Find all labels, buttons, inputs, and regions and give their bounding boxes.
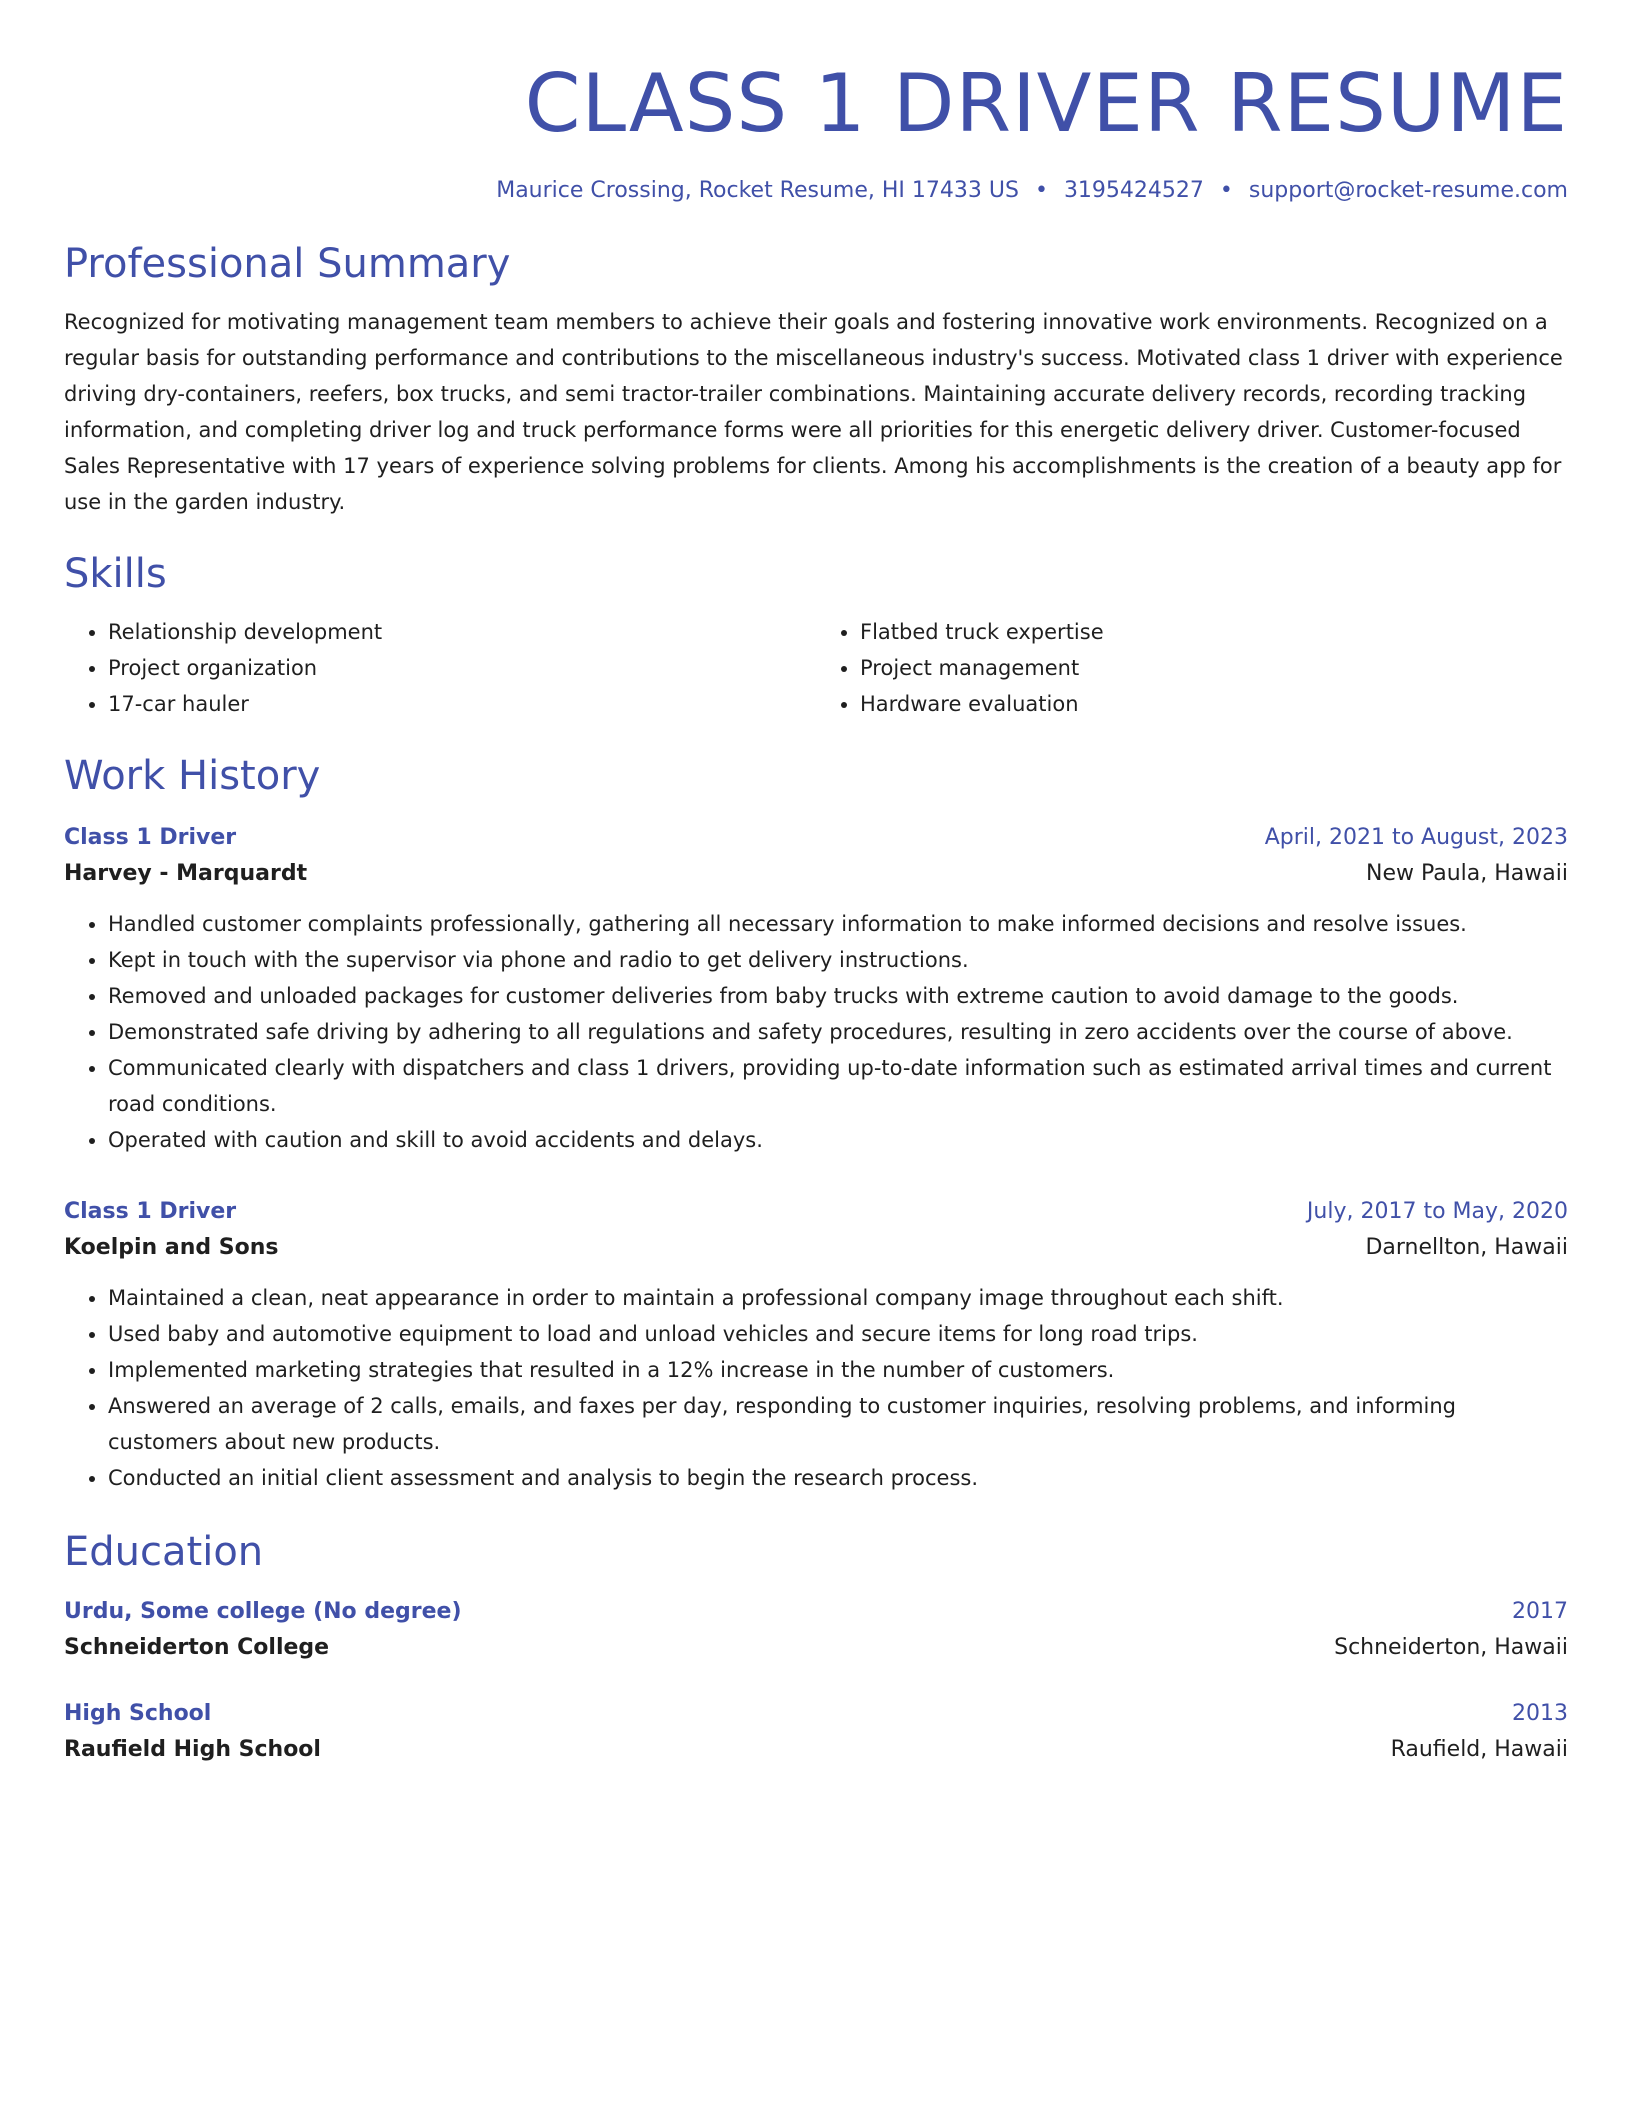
job-entry bbox=[64, 822, 1568, 1158]
education-year: 2017 bbox=[1512, 1599, 1568, 1624]
job-bullet: • Used baby and automotive equipment to load and unload vehicles and secure items for long road trips. bbox=[108, 1316, 1568, 1352]
job-location: Darnellton, Hawaii bbox=[1365, 1235, 1568, 1260]
skill-item: • Project management bbox=[860, 650, 1568, 686]
job-company: Koelpin and Sons bbox=[64, 1235, 279, 1260]
contact-address: Maurice Crossing, Rocket Resume, HI 17433 US bbox=[496, 178, 1019, 203]
summary-heading: Professional Summary bbox=[64, 241, 511, 287]
job-header bbox=[64, 1196, 1568, 1228]
job-bullet: • Demonstrated safe driving by adhering to all regulations and safety procedures, resulting in zero accidents over the course of above. bbox=[108, 1014, 1568, 1050]
contact-email[interactable]: support@rocket-resume.com bbox=[1248, 178, 1568, 203]
job-role: Class 1 Driver bbox=[64, 1199, 237, 1224]
education-entry bbox=[64, 1596, 1568, 1668]
contact-separator: • bbox=[1034, 178, 1048, 203]
education-degree: High School bbox=[64, 1701, 212, 1726]
skill-item: • Project organization bbox=[108, 650, 816, 686]
job-entry bbox=[64, 1196, 1568, 1496]
skills-list bbox=[64, 614, 1568, 722]
job-bullet: • Maintained a clean, neat appearance in order to maintain a professional company image throughout each shift. bbox=[108, 1280, 1568, 1316]
job-bullet: • Operated with caution and skill to avoid accidents and delays. bbox=[108, 1122, 1568, 1158]
job-company-row bbox=[64, 854, 1568, 894]
education-degree: Urdu, Some college (No degree) bbox=[64, 1599, 462, 1624]
job-dates: April, 2021 to August, 2023 bbox=[1264, 825, 1568, 850]
education-school-row bbox=[64, 1730, 1568, 1770]
education-location: Schneiderton, Hawaii bbox=[1334, 1635, 1568, 1660]
skill-item: • 17-car hauler bbox=[108, 686, 816, 722]
skill-item: • Relationship development bbox=[108, 614, 816, 650]
skill-item: • Hardware evaluation bbox=[860, 686, 1568, 722]
job-company-row bbox=[64, 1228, 1568, 1268]
job-bullet: • Handled customer complaints professionally, gathering all necessary information to make informed decisions and resolve issues. bbox=[108, 906, 1568, 942]
contact-separator: • bbox=[1219, 178, 1233, 203]
job-location: New Paula, Hawaii bbox=[1366, 861, 1568, 886]
job-bullet: • Implemented marketing strategies that resulted in a 12% increase in the number of customers. bbox=[108, 1352, 1568, 1388]
summary-text: Recognized for motivating management team members to achieve their goals and fostering innovative work environments. Recognized on a regular basis for outstanding performance and contributions to the miscellaneous industry's success. Motivated class 1 driver with experience driving dry-containers, reefers, box trucks, and semi tractor-trailer combinations. Maintaining accurate delivery records, recording tracking information, and completing driver log and truck performance forms were all priorities for this energetic delivery driver. Customer-focused Sales Representative with 17 years of experience solving problems for clients. Among his accomplishments is the creation of a beauty app for use in the garden industry. bbox=[64, 310, 1563, 514]
job-bullet: • Removed and unloaded packages for customer deliveries from baby trucks with extreme caution to avoid damage to the goods. bbox=[108, 978, 1568, 1014]
job-dates: July, 2017 to May, 2020 bbox=[1306, 1199, 1568, 1224]
contact-line bbox=[64, 176, 1568, 206]
job-bullet: • Conducted an initial client assessment and analysis to begin the research process. bbox=[108, 1460, 1568, 1496]
job-company: Harvey - Marquardt bbox=[64, 861, 308, 886]
education-location: Raufield, Hawaii bbox=[1390, 1737, 1568, 1762]
education-year: 2013 bbox=[1512, 1701, 1568, 1726]
education-school: Raufield High School bbox=[64, 1737, 321, 1762]
job-header bbox=[64, 822, 1568, 854]
skills-heading: Skills bbox=[64, 551, 167, 597]
job-bullets bbox=[64, 1280, 1568, 1496]
job-bullets bbox=[64, 906, 1568, 1158]
resume-page bbox=[64, 56, 1568, 1770]
education-school: Schneiderton College bbox=[64, 1635, 330, 1660]
job-role: Class 1 Driver bbox=[64, 825, 237, 850]
education-header bbox=[64, 1698, 1568, 1730]
education-entry bbox=[64, 1698, 1568, 1770]
skills-column-right bbox=[816, 614, 1568, 722]
job-bullet: • Kept in touch with the supervisor via phone and radio to get delivery instructions. bbox=[108, 942, 1568, 978]
education-heading: Education bbox=[64, 1529, 264, 1575]
skill-item: • Flatbed truck expertise bbox=[860, 614, 1568, 650]
job-bullet: • Communicated clearly with dispatchers and class 1 drivers, providing up-to-date information such as estimated arrival times and current road conditions. bbox=[108, 1050, 1568, 1122]
work-history-heading: Work History bbox=[64, 753, 321, 799]
job-bullet: • Answered an average of 2 calls, emails, and faxes per day, responding to customer inquiries, resolving problems, and informing customers about new products. bbox=[108, 1388, 1568, 1460]
resume-title: CLASS 1 DRIVER RESUME bbox=[524, 57, 1568, 150]
skills-column-left bbox=[64, 614, 816, 722]
education-header bbox=[64, 1596, 1568, 1628]
education-school-row bbox=[64, 1628, 1568, 1668]
contact-phone: 3195424527 bbox=[1063, 178, 1204, 203]
